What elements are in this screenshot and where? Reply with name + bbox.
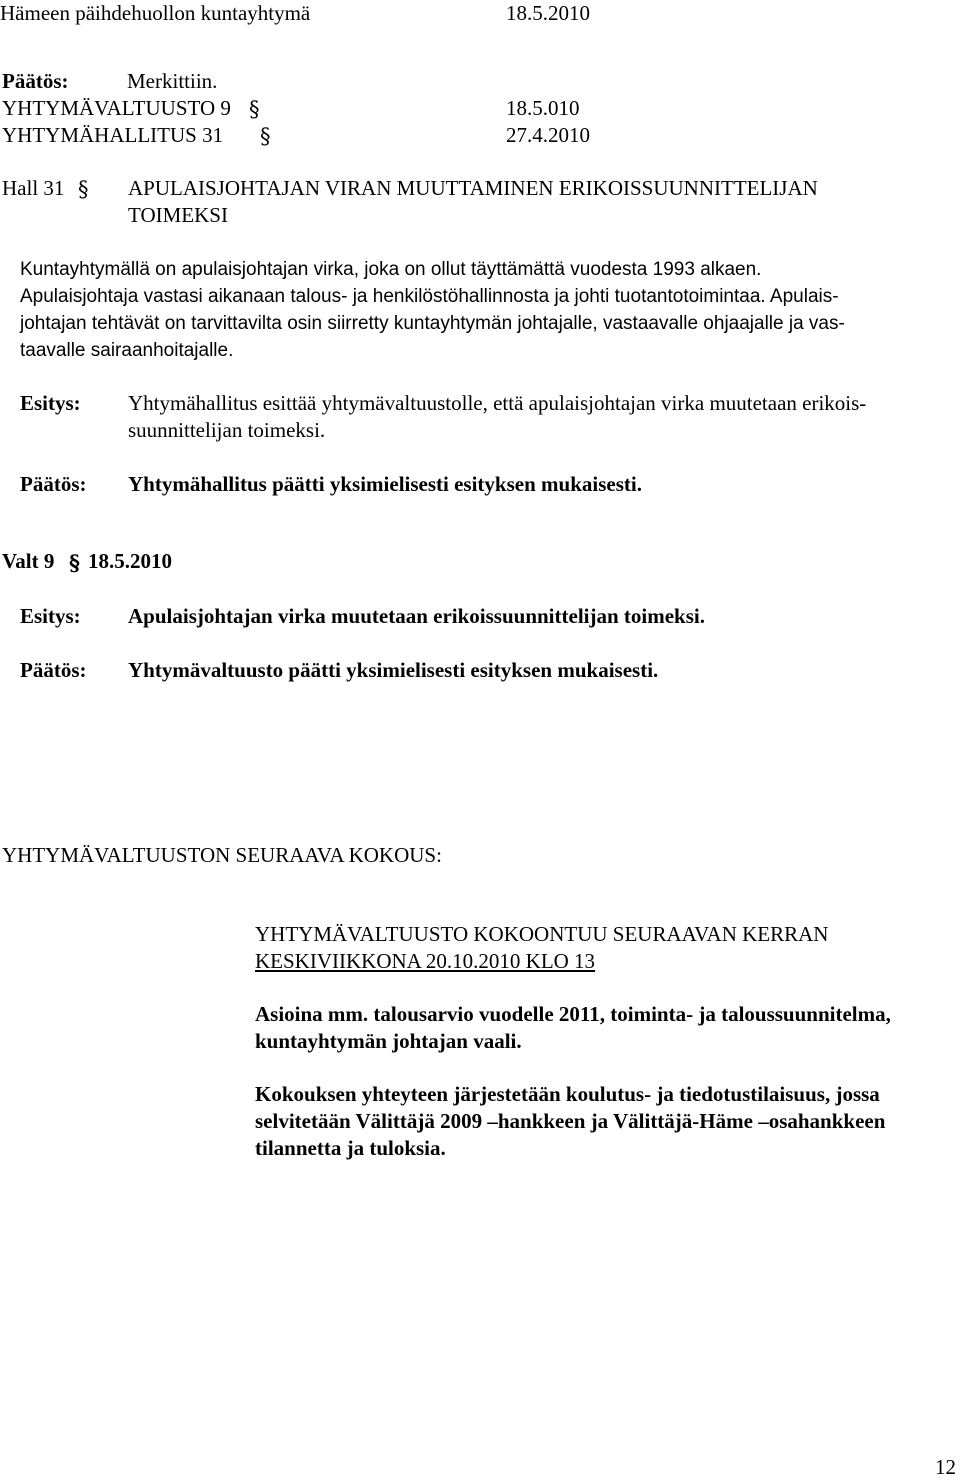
top-decision-label: Päätös: [2, 69, 69, 93]
body-paragraph-line3: johtajan tehtävät on tarvittavilta osin siirretty kuntayhtymän johtajalle, vastaavalle ohjaajalle ja vas- [20, 313, 845, 334]
hall-title-line1: APULAISJOHTAJAN VIRAN MUUTTAMINEN ERIKOISSUUNNITTELIJAN [128, 176, 818, 200]
ref-valtuusto-body: YHTYMÄVALTUUSTO 9 [2, 96, 231, 120]
body-paragraph-line2: Apulaisjohtaja vastasi aikanaan talous- ja henkilöstöhallinnosta ja johti tuotantotoimintaa. Apulais- [20, 286, 839, 307]
hall-decision-label: Päätös: [20, 472, 87, 496]
ref-hallitus-body: YHTYMÄHALLITUS 31 [2, 123, 224, 147]
hall-section-sign: § [78, 177, 89, 201]
ref-hallitus-date: 27.4.2010 [506, 123, 590, 147]
hall-item-label: Hall 31 [2, 176, 65, 200]
document-header-date: 18.5.2010 [506, 1, 590, 25]
next-meeting-line1: YHTYMÄVALTUUSTO KOKOONTUU SEURAAVAN KERRAN [255, 922, 829, 946]
hall-proposal-label: Esitys: [20, 391, 81, 415]
hall-decision-text: Yhtymähallitus päätti yksimielisesti esityksen mukaisesti. [128, 472, 642, 496]
hall-title-line2: TOIMEKSI [128, 203, 228, 227]
valt-section-sign: § [69, 550, 80, 575]
top-decision-text: Merkittiin. [127, 69, 218, 93]
valt-date: 18.5.2010 [88, 549, 172, 573]
ref-hallitus-section-sign: § [260, 124, 271, 148]
valt-proposal-text: Apulaisjohtajan virka muutetaan erikoissuunnittelijan toimeksi. [128, 604, 705, 628]
body-paragraph-line1: Kuntayhtymällä on apulaisjohtajan virka, joka on ollut täyttämättä vuodesta 1993 alkaen. [20, 259, 762, 280]
next-meeting-training-line3: tilannetta ja tuloksia. [255, 1136, 446, 1160]
ref-valtuusto-date: 18.5.010 [506, 96, 580, 120]
valt-item-label: Valt 9 [2, 549, 55, 573]
next-meeting-line2: KESKIVIIKKONA 20.10.2010 KLO 13 [255, 949, 596, 973]
valt-proposal-label: Esitys: [20, 604, 81, 628]
next-meeting-training-line1: Kokouksen yhteyteen järjestetään koulutus- ja tiedotustilaisuus, jossa [255, 1082, 880, 1106]
page-number: 12 [935, 1455, 956, 1479]
ref-valtuusto-section-sign: § [249, 97, 260, 121]
hall-proposal-line1: Yhtymähallitus esittää yhtymävaltuustolle, että apulaisjohtajan virka muutetaan erikois- [128, 391, 867, 415]
document-header-org: Hämeen päihdehuollon kuntayhtymä [0, 1, 311, 25]
next-meeting-heading: YHTYMÄVALTUUSTON SEURAAVA KOKOUS: [2, 843, 442, 867]
next-meeting-training-line2: selvitetään Välittäjä 2009 –hankkeen ja Välittäjä-Häme –osahankkeen [255, 1109, 886, 1133]
valt-decision-label: Päätös: [20, 658, 87, 682]
body-paragraph-line4: taavalle sairaanhoitajalle. [20, 340, 234, 361]
hall-proposal-line2: suunnittelijan toimeksi. [128, 418, 326, 442]
valt-decision-text: Yhtymävaltuusto päätti yksimielisesti esityksen mukaisesti. [128, 658, 659, 682]
next-meeting-agenda-line1: Asioina mm. talousarvio vuodelle 2011, toiminta- ja taloussuunnitelma, [255, 1002, 891, 1026]
next-meeting-agenda-line2: kuntayhtymän johtajan vaali. [255, 1029, 522, 1053]
